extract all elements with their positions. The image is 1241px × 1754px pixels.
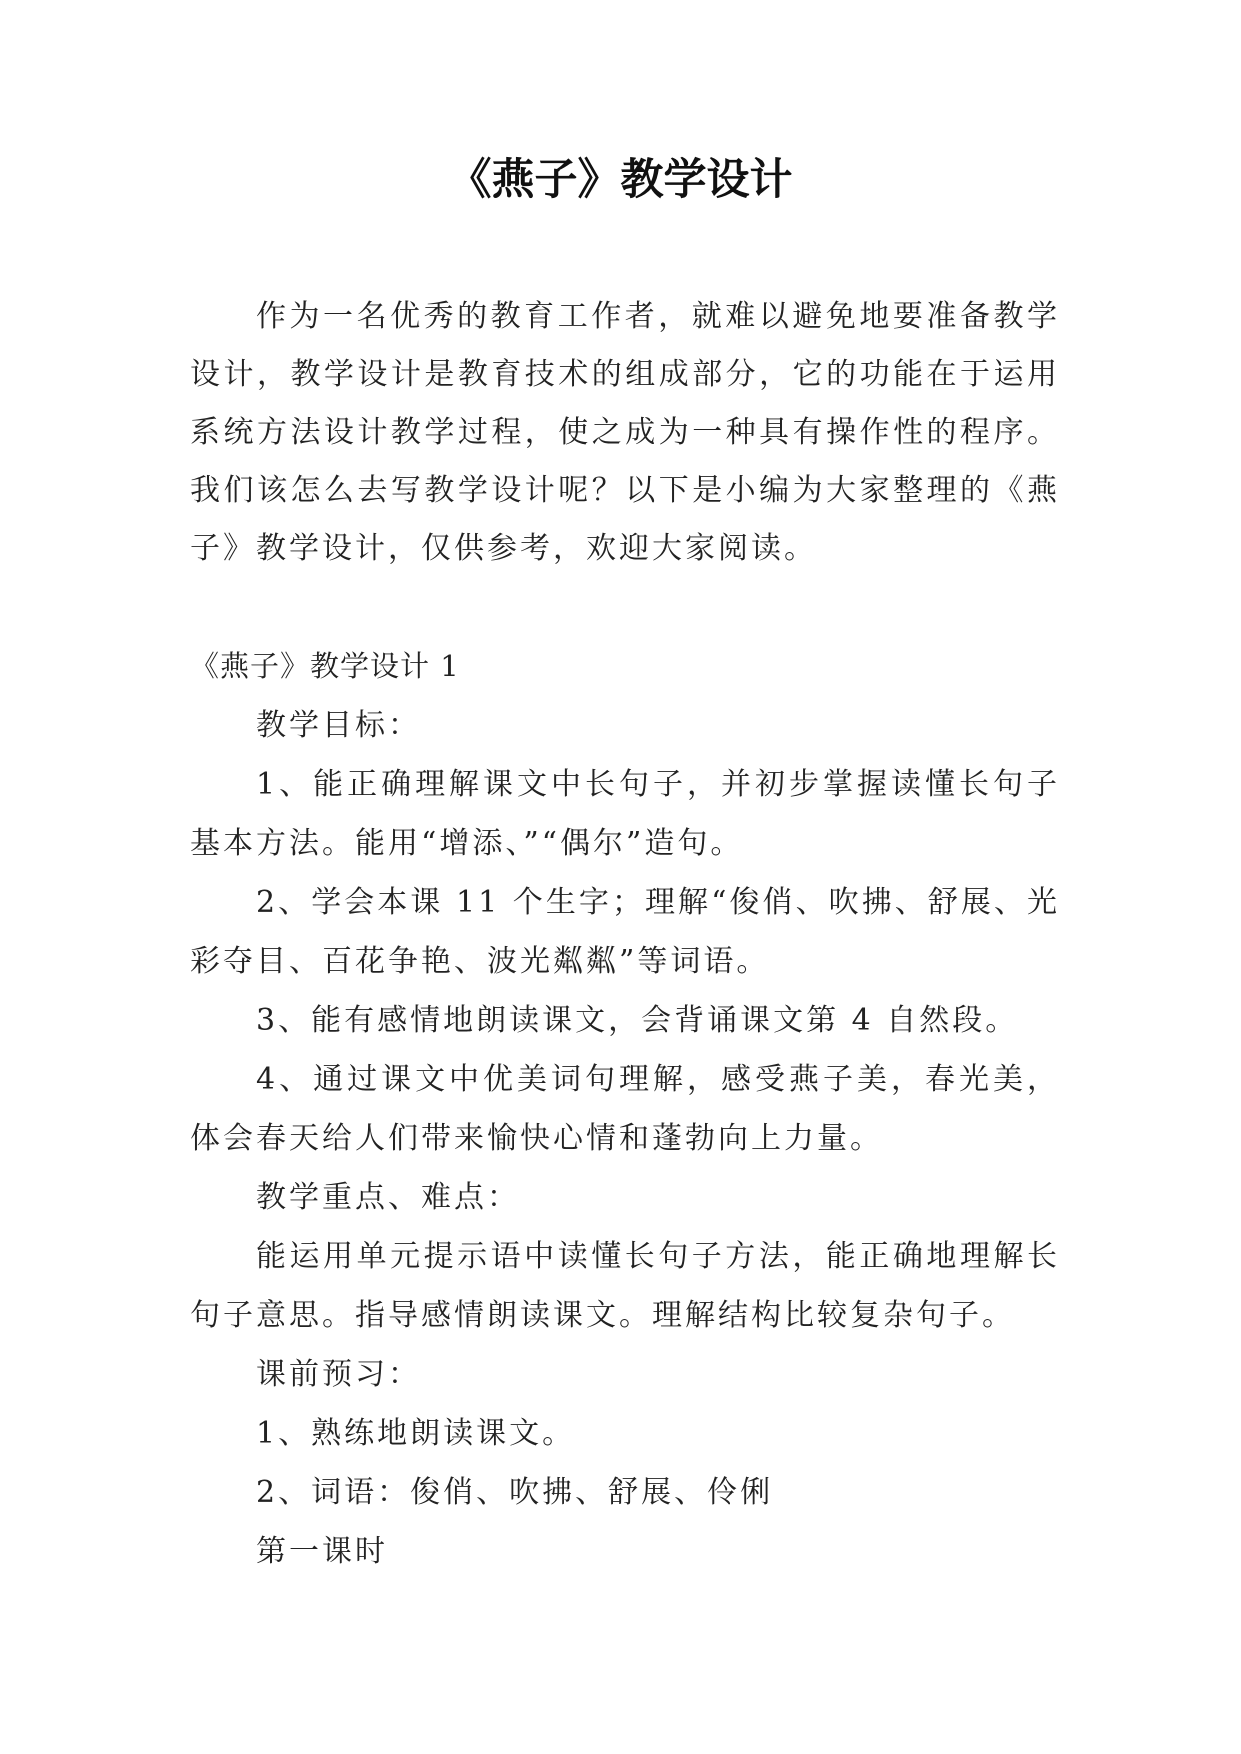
intro-paragraph: 作为一名优秀的教育工作者，就难以避免地要准备教学设计，教学设计是教育技术的组成部分，它的功能在于运用系统方法设计教学过程，使之成为一种具有操作性的程序。我们该怎么去写教学设计呢？以下是小编为大家整理的《燕子》教学设计，仅供参考，欢迎大家阅读。: [190, 299, 1060, 566]
goal-item-3: 3、能有感情地朗读课文，会背诵课文第 4 自然段。: [256, 1003, 1019, 1038]
preview-item-2: 2、词语：俊俏、吹拂、舒展、伶俐: [256, 1475, 774, 1510]
goal-item-2: 2、学会本课 11 个生字；理解“俊俏、吹拂、舒展、光彩夺目、百花争艳、波光粼粼”等词语。: [190, 885, 1060, 979]
preview-item-1: 1、熟练地朗读课文。: [256, 1416, 576, 1451]
key-points-text: 能运用单元提示语中读懂长句子方法，能正确地理解长句子意思。指导感情朗读课文。理解结构比较复杂句子。: [190, 1239, 1060, 1333]
lesson-heading: 第一课时: [256, 1534, 388, 1569]
section-title: 《燕子》教学设计 1: [190, 649, 460, 683]
goal-item-1: 1、能正确理解课文中长句子，并初步掌握读懂长句子基本方法。能用“增添、”“偶尔”造句。: [190, 767, 1060, 861]
preview-heading: 课前预习：: [256, 1357, 421, 1392]
document-title: 《燕子》教学设计: [448, 155, 793, 205]
key-points-heading: 教学重点、难点：: [256, 1180, 520, 1215]
goals-heading: 教学目标：: [256, 708, 421, 743]
goal-item-4: 4、通过课文中优美词句理解，感受燕子美，春光美，体会春天给人们带来愉快心情和蓬勃向上力量。: [190, 1062, 1060, 1156]
document-body: [190, 637, 1060, 1581]
